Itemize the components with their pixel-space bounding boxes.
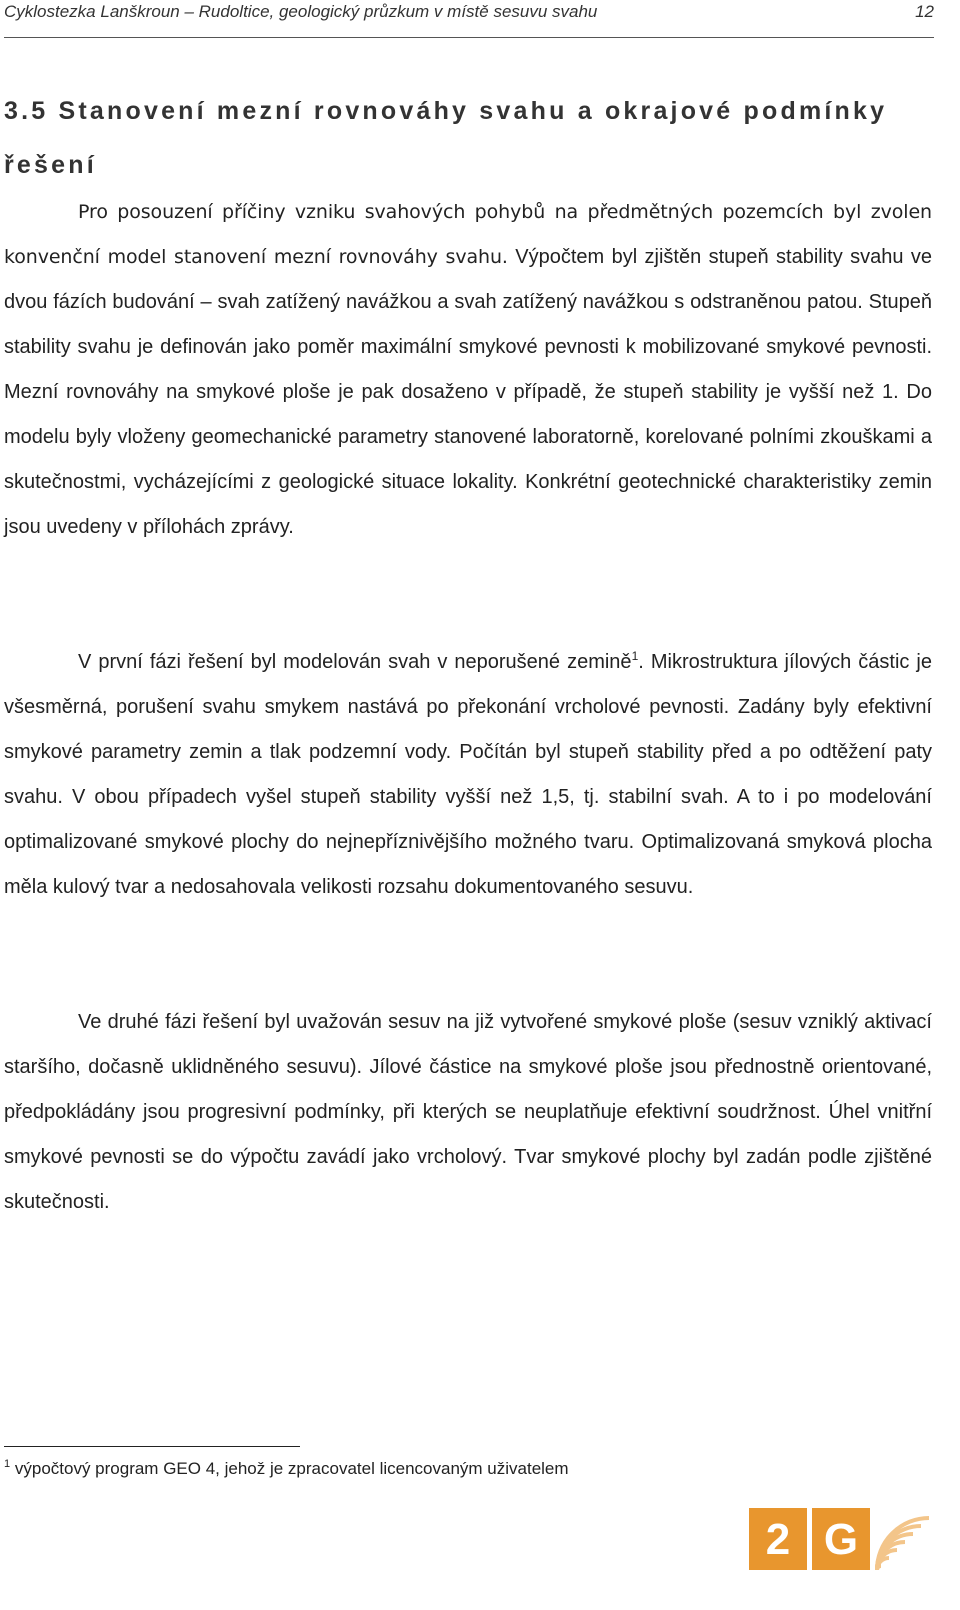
logo-digit: 2 — [765, 1515, 791, 1564]
logo-signal-arcs — [877, 1518, 929, 1570]
2g-company-logo-icon — [749, 1508, 929, 1570]
running-header-title: Cyklostezka Lanškroun – Rudoltice, geologický průzkum v místě sesuvu svahu — [4, 2, 598, 21]
paragraph-text-end: . Mikrostruktura jílových částic je všesměrná, porušení svahu smykem nastává po překonání vrcholové pevnosti. Zadány byly efektivní smykové parametry zemin a tlak podzemní vody. Počítán byl stupeň stability před a po odtěžení paty svahu. V obou případech vyšel stupeň stability vyšší než 1,5, tj. stabilní svah. A to i po modelování optimalizované smykové plochy do nejnepříznivějšího možného tvaru. Optimalizovaná smyková plocha měla kulový tvar a nedosahovala velikosti rozsahu dokumentovaného sesuvu. — [4, 651, 932, 898]
section-number: 3.5 — [4, 97, 49, 125]
footnote — [4, 1459, 569, 1479]
paragraph-first-phase — [4, 640, 932, 910]
paragraph-body-text: Výpočtem byl zjištěn stupeň stability svahu ve dvou fázích budování – svah zatížený navážkou a svah zatížený navážkou s odstraněnou patou. Stupeň stability svahu je definován jako poměr maximální smykové pevnosti k mobilizované smykové pevnosti. Mezní rovnováhy na smykové ploše je pak dosaženo v případě, že stupeň stability je vyšší než 1. Do modelu byly vloženy geomechanické parametry stanovené laboratorně, korelované polními zkouškami a skutečnostmi, vycházejícími z geologické situace lokality. Konkrétní geotechnické charakteristiky zemin jsou uvedeny v přílohách zprávy. — [4, 246, 932, 538]
section-heading — [4, 84, 934, 192]
footnote-marker: 1 — [4, 1458, 11, 1470]
section-title: Stanovení mezní rovnováhy svahu a okrajové podmínky řešení — [4, 97, 888, 179]
paragraph-text: Ve druhé fázi řešení byl uvažován sesuv na již vytvořené smykové ploše (sesuv vzniklý aktivací staršího, dočasně uklidněného sesuvu). Jílové částice na smykové ploše jsou přednostně orientované, předpokládány jsou progresivní podmínky, při kterých se neuplatňuje efektivní soudržnost. Úhel vnitřní smykové pevnosti se do výpočtu zavádí jako vrcholový. Tvar smykové plochy byl zadán podle zjištěné skutečnosti. — [4, 1011, 932, 1213]
paragraph-text-start: V první fázi řešení byl modelován svah v neporušené zemině — [78, 651, 632, 673]
running-header — [4, 1, 934, 38]
footnote-reference[interactable]: 1 — [631, 649, 639, 663]
footnote-text: výpočtový program GEO 4, jehož je zpracovatel licencovaným uživatelem — [14, 1459, 569, 1478]
paragraph-second-phase — [4, 1000, 932, 1225]
page-number: 12 — [915, 2, 934, 21]
paragraph-slope-stability-model — [4, 190, 932, 550]
paragraph-lead-sentence: Pro posouzení příčiny vzniku svahových pohybů na předmětných pozemcích byl zvolen konvenční model stanovení mezní rovnováhy svahu. — [4, 201, 932, 268]
footnote-separator — [4, 1446, 300, 1447]
logo-letter: G — [823, 1515, 859, 1564]
